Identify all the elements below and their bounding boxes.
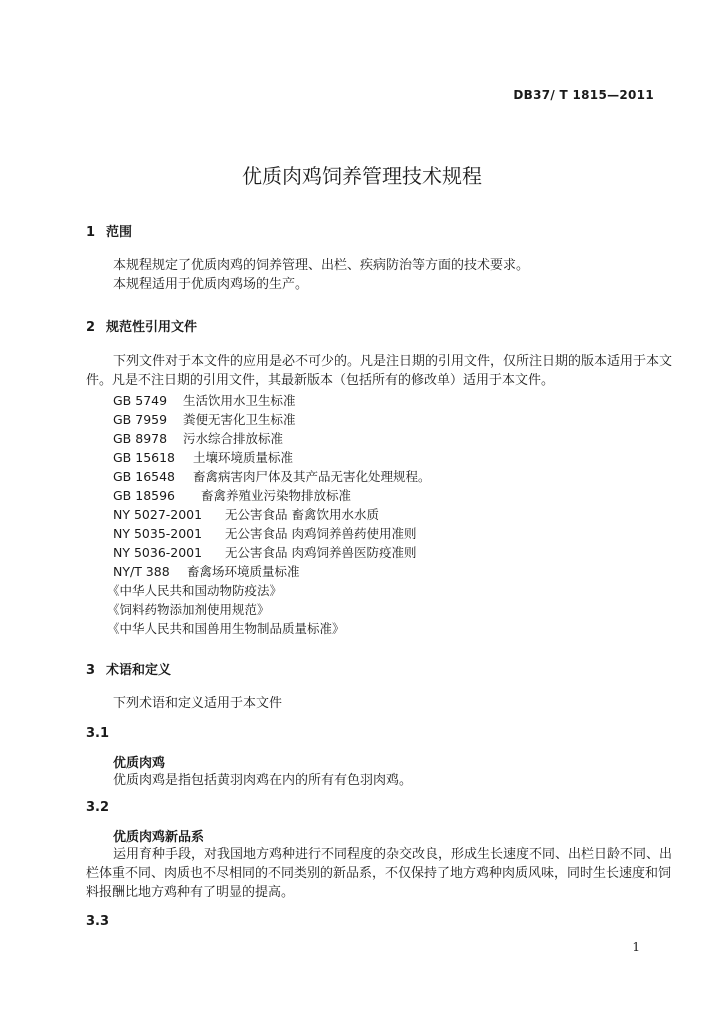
term-definition-line: 栏体重不同、肉质也不尽相同的不同类别的新品系，不仅保持了地方鸡种肉质风味，同时生长速度和饲	[86, 866, 672, 881]
references-intro-line: 下列文件对于本文件的应用是必不可少的。凡是注日期的引用文件，仅所注日期的版本适用于本文	[113, 354, 673, 369]
scope-paragraph-line: 本规程适用于优质肉鸡场的生产。	[113, 277, 309, 292]
reference-title: 无公害食品 肉鸡饲养兽药使用准则	[225, 526, 417, 541]
reference-item	[113, 524, 416, 542]
document-title: 优质肉鸡饲养管理技术规程	[242, 164, 482, 188]
scope-paragraph-line: 本规程规定了优质肉鸡的饲养管理、出栏、疾病防治等方面的技术要求。	[113, 258, 530, 273]
section-heading-references	[86, 316, 197, 335]
reference-code: GB 7959	[113, 412, 168, 427]
section-number: 3	[86, 663, 96, 678]
term-number: 3.1	[86, 726, 110, 741]
section-title: 范围	[106, 225, 133, 240]
reference-title: 污水综合排放标准	[183, 431, 284, 446]
reference-title: 畜禽养殖业污染物排放标准	[201, 488, 352, 503]
reference-item	[113, 562, 300, 580]
reference-code: NY 5027-2001	[113, 507, 203, 522]
section-title: 规范性引用文件	[106, 320, 198, 335]
reference-title: 《中华人民共和国兽用生物制品质量标准》	[107, 621, 345, 636]
section-heading-terms	[86, 659, 171, 678]
reference-title: 生活饮用水卫生标准	[183, 393, 296, 408]
reference-item	[107, 581, 282, 599]
term-number: 3.3	[86, 914, 110, 929]
reference-item	[107, 600, 270, 618]
term-definition-line: 料报酬比地方鸡种有了明显的提高。	[86, 885, 295, 900]
reference-item	[113, 505, 379, 523]
reference-title: 畜禽场环境质量标准	[187, 564, 300, 579]
reference-item	[113, 467, 431, 485]
reference-title: 《中华人民共和国动物防疫法》	[107, 583, 283, 598]
page-number: 1	[632, 940, 640, 954]
terms-intro: 下列术语和定义适用于本文件	[113, 696, 283, 711]
reference-code: GB 8978	[113, 431, 168, 446]
reference-code: NY 5036-2001	[113, 545, 203, 560]
reference-title: 《饲料药物添加剂使用规范》	[107, 602, 270, 617]
reference-code: GB 18596	[113, 488, 175, 503]
reference-title: 土壤环境质量标准	[193, 450, 294, 465]
term-definition: 优质肉鸡是指包括黄羽肉鸡在内的所有有色羽肉鸡。	[113, 773, 413, 788]
reference-item	[113, 391, 296, 409]
reference-item	[113, 543, 416, 561]
term-number: 3.2	[86, 800, 110, 815]
standard-code: DB37/ T 1815—2011	[513, 88, 654, 102]
reference-item	[113, 448, 293, 466]
reference-code: GB 15618	[113, 450, 175, 465]
reference-code: NY/T 388	[113, 564, 170, 579]
reference-code: NY 5035-2001	[113, 526, 203, 541]
reference-title: 畜禽病害肉尸体及其产品无害化处理规程。	[193, 469, 431, 484]
term-definition-line: 运用育种手段，对我国地方鸡种进行不同程度的杂交改良，形成生长速度不同、出栏日龄不同、出	[113, 847, 673, 862]
term-name: 优质肉鸡	[113, 756, 166, 771]
reference-item	[113, 486, 351, 504]
section-number: 1	[86, 225, 96, 240]
reference-title: 无公害食品 肉鸡饲养兽医防疫准则	[225, 545, 417, 560]
section-heading-scope	[86, 221, 132, 240]
term-name: 优质肉鸡新品系	[113, 830, 205, 845]
reference-item	[107, 619, 345, 637]
reference-title: 无公害食品 畜禽饮用水水质	[225, 507, 379, 522]
reference-item	[113, 410, 296, 428]
reference-item	[113, 429, 283, 447]
section-title: 术语和定义	[106, 663, 172, 678]
reference-title: 粪便无害化卫生标准	[183, 412, 296, 427]
reference-code: GB 5749	[113, 393, 168, 408]
section-number: 2	[86, 320, 96, 335]
reference-code: GB 16548	[113, 469, 175, 484]
references-intro-line: 件。凡是不注日期的引用文件，其最新版本（包括所有的修改单）适用于本文件。	[86, 373, 555, 388]
